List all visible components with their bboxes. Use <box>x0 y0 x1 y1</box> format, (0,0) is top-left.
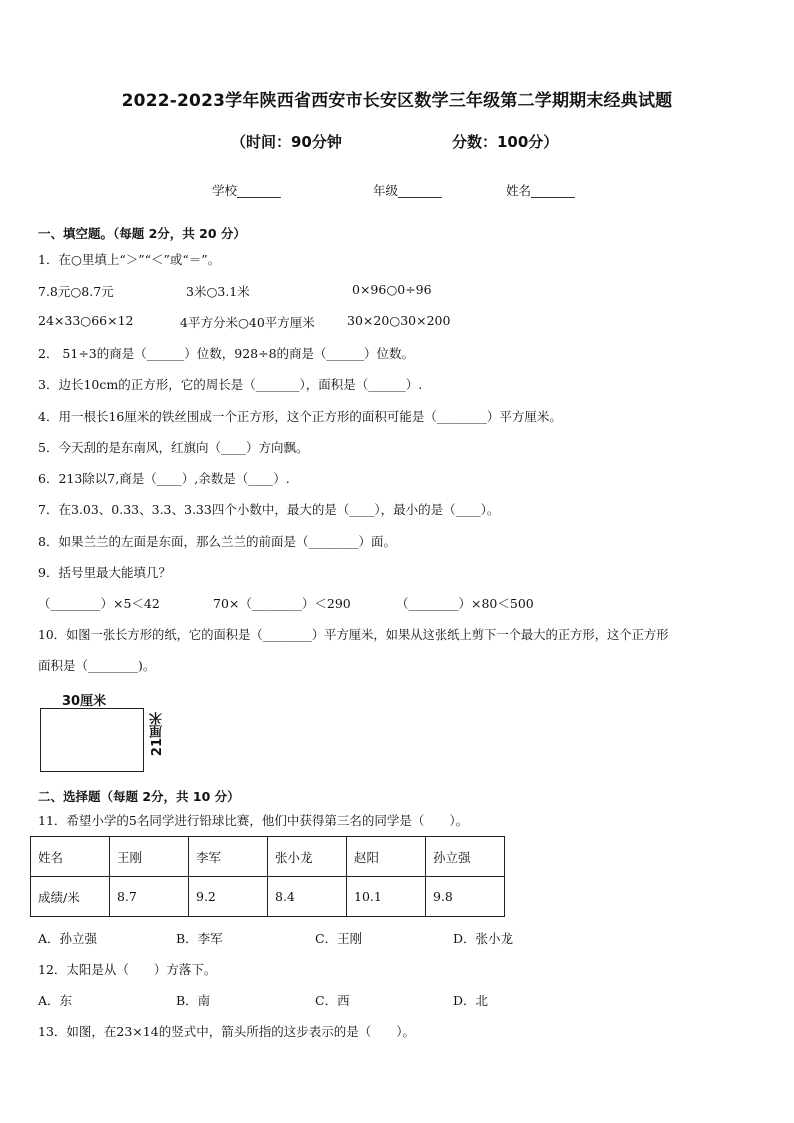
table-cell: 张小龙 <box>268 837 347 877</box>
q1-item-3: 0×96○0÷96 <box>352 282 432 297</box>
q12-option-a: A．东 <box>38 993 73 1008</box>
q12-option-b: B．南 <box>176 993 211 1008</box>
table-cell: 9.8 <box>426 877 505 917</box>
q12-option-d: D．北 <box>453 993 489 1008</box>
question-8: 8．如果兰兰的左面是东面，那么兰兰的前面是（________）面。 <box>38 534 396 549</box>
rectangle-figure <box>38 688 178 778</box>
table-cell: 8.7 <box>110 877 189 917</box>
q1-item-6: 30×20○30×200 <box>347 313 451 328</box>
section1-heading: 一、填空题。（每题 2分，共 20 分） <box>38 226 246 241</box>
table-cell: 8.4 <box>268 877 347 917</box>
q1-item-5: 4平方分米○40平方厘米 <box>180 315 315 330</box>
question-1: 1．在○里填上“＞”“＜”或“＝”。 <box>38 252 221 267</box>
grade-field: 年级_______ <box>373 183 442 198</box>
figure-height-label: 21厘米 <box>150 712 165 757</box>
q1-item-2: 3米○3.1米 <box>186 284 250 299</box>
q11-option-a: A．孙立强 <box>38 931 98 946</box>
question-10-line2: 面积是（________)。 <box>38 658 156 673</box>
q9-item-2: 70×（________）＜290 <box>213 596 351 611</box>
q9-item-1: （________）×5＜42 <box>38 596 160 611</box>
figure-width-label: 30厘米 <box>62 694 107 709</box>
question-2: 2． 51÷3的商是（______）位数，928÷8的商是（______）位数。 <box>38 346 415 361</box>
question-5: 5．今天刮的是东南风，红旗向（____）方向飘。 <box>38 440 309 455</box>
table-cell: 孙立强 <box>426 837 505 877</box>
q1-item-4: 24×33○66×12 <box>38 313 134 328</box>
exam-time: （时间：90分钟 <box>231 133 342 151</box>
table-cell: 李军 <box>189 837 268 877</box>
table-cell: 姓名 <box>31 837 110 877</box>
table-cell: 赵阳 <box>347 837 426 877</box>
name-field: 姓名_______ <box>506 183 575 198</box>
q12-option-c: C．西 <box>315 993 350 1008</box>
score-table <box>30 836 505 917</box>
question-6: 6．213除以7,商是（____）,余数是（____）. <box>38 471 290 486</box>
q11-option-b: B．李军 <box>176 931 223 946</box>
question-9: 9．括号里最大能填几？ <box>38 565 171 580</box>
q11-option-c: C．王刚 <box>315 931 363 946</box>
question-12: 12．太阳是从（ ）方落下。 <box>38 962 217 977</box>
question-7: 7．在3.03、0.33、3.3、3.33四个小数中，最大的是（____），最小的是（____）。 <box>38 502 500 517</box>
question-4: 4．用一根长16厘米的铁丝围成一个正方形，这个正方形的面积可能是（________）平方厘米。 <box>38 409 562 424</box>
school-field: 学校_______ <box>212 183 281 198</box>
q11-option-d: D．张小龙 <box>453 931 514 946</box>
question-10-line1: 10．如图一张长方形的纸，它的面积是（________）平方厘米，如果从这张纸上剪下一个最大的正方形，这个正方形 <box>38 628 669 642</box>
question-13: 13．如图，在23×14的竖式中，箭头所指的这步表示的是（ ）。 <box>38 1024 415 1039</box>
rectangle-shape <box>40 708 144 772</box>
section2-heading: 二、选择题（每题 2分，共 10 分） <box>38 789 240 804</box>
table-row <box>31 837 505 877</box>
table-cell: 9.2 <box>189 877 268 917</box>
question-11: 11．希望小学的5名同学进行铅球比赛，他们中获得第三名的同学是（ ）。 <box>38 813 469 828</box>
question-3: 3．边长10cm的正方形，它的周长是（_______），面积是（______）. <box>38 377 423 392</box>
table-cell: 成绩/米 <box>31 877 110 917</box>
table-cell: 王刚 <box>110 837 189 877</box>
q1-item-1: 7.8元○8.7元 <box>38 284 114 299</box>
table-cell: 10.1 <box>347 877 426 917</box>
table-row <box>31 877 505 917</box>
page-title: 2022-2023学年陕西省西安市长安区数学三年级第二学期期末经典试题 <box>121 91 673 111</box>
q9-item-3: （________）×80＜500 <box>396 596 534 611</box>
exam-score: 分数：100分） <box>452 133 559 151</box>
